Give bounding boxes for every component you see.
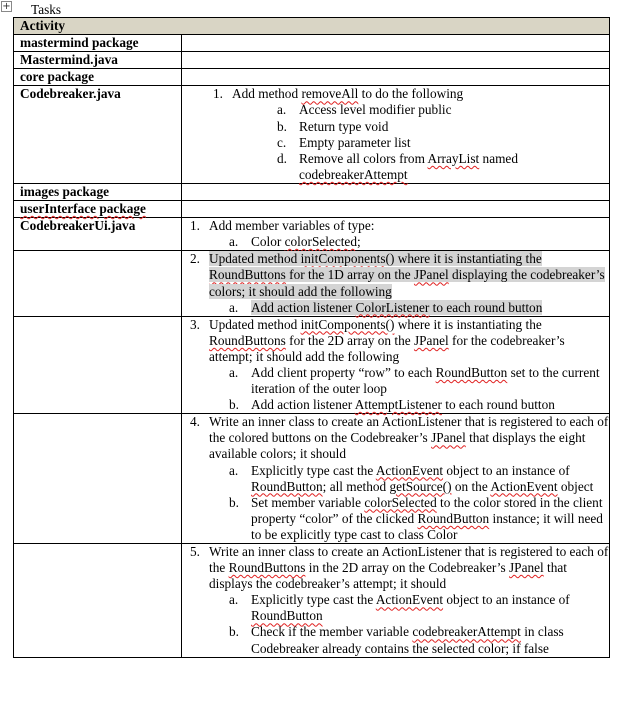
row-tasks-empty — [182, 183, 610, 200]
task-item: 5. Write an inner class to create an ActionListener that is registered to each of the RoundButtons in the 2D array on the Codebreaker’s JPanel that displays the codebreaker’s attempt; it should a. Explicitly type cast the ActionEvent object to an instance of RoundButton b. Check if the member variable codebreakerAttempt in class Codebreaker already contains the selected color; if false — [190, 544, 609, 656]
subtask-item: a. Add client property “row” to each RoundButton set to the current iteration of the outer loop — [229, 364, 600, 397]
row-tasks — [182, 218, 610, 251]
subtask-item: d. Remove all colors from ArrayList named codebreakerAttempt — [277, 150, 518, 182]
table-row — [14, 544, 610, 658]
row-tasks — [182, 316, 610, 414]
row-tasks-empty — [182, 201, 610, 218]
table-row — [14, 86, 610, 184]
subtask-item: a. Add action listener ColorListener to each round button — [229, 299, 543, 315]
row-tasks — [182, 544, 610, 658]
row-name-empty — [14, 251, 182, 316]
subtask-item: a. Access level modifier public — [277, 102, 452, 118]
subtask-item: a. Explicitly type cast the ActionEvent object to an instance of RoundButton; all method getSource() on the ActionEvent object — [229, 462, 594, 494]
subtask-item: c. Empty parameter list — [277, 134, 411, 150]
table-move-handle-icon[interactable]: + — [2, 1, 11, 12]
subtask-item: b. Set member variable colorSelected to the color stored in the client property “color” of the clicked RoundButton instance; it will need to be explicitly type cast to class Color — [229, 494, 603, 542]
table-row — [14, 218, 610, 251]
row-name-empty — [14, 316, 182, 414]
row-tasks-empty — [182, 52, 610, 69]
subtask-item: a. Explicitly type cast the ActionEvent object to an instance of RoundButton — [229, 592, 570, 624]
table-row — [14, 52, 610, 69]
subtask-item: b. Add action listener AttemptListener to each round button — [229, 397, 555, 413]
document-title: Tasks — [31, 2, 62, 17]
row-name-codebreakerui-java: CodebreakerUi.java — [14, 218, 182, 251]
subtask-item: b. Check if the member variable codebreakerAttempt in class Codebreaker already contains the selected color; if false — [229, 624, 564, 656]
table-row — [14, 251, 610, 316]
task-item: 3. Updated method initComponents() where it is instantiating the RoundButtons for the 2D array on the JPanel for the codebreaker’s attempt; it should add the following a. Add client property “row” to each RoundButton set to the current iteration of the outer loop b. Add action listener AttemptListener to each round button — [188, 317, 609, 414]
row-name-mastermind-java: Mastermind.java — [14, 52, 182, 69]
tasks-table — [13, 17, 610, 658]
table-row — [14, 316, 610, 414]
row-name-userinterface-package: userInterface package — [14, 201, 182, 218]
task-item: 1. Add method removeAll to do the following a. Access level modifier public b. Return type void c. Empty parameter list d. Remove all colors from ArrayList named codebreakerAttempt — [211, 86, 609, 183]
row-tasks-empty — [182, 35, 610, 52]
table-row — [14, 183, 610, 200]
task-item: 1. Add member variables of type: a. Color colorSelected; — [188, 218, 609, 250]
row-name-mastermind-package: mastermind package — [14, 35, 182, 52]
table-row — [14, 35, 610, 52]
row-name-empty — [14, 544, 182, 658]
table-row — [14, 414, 610, 544]
subtask-item: a. Color colorSelected; — [229, 234, 361, 250]
task-item: 4. Write an inner class to create an ActionListener that is registered to each of the colored buttons on the Codebreaker’s JPanel that displays the eight available colors; it should a. Explicitly type cast the ActionEvent object to an instance of RoundButton; all method getSource() on the ActionEvent object b. Set member variable colorSelected to the color stored in the client property “color” of the clicked RoundButton instance; it will need to be explicitly type cast to class Color — [190, 414, 609, 542]
activity-header: Activity — [14, 18, 610, 35]
row-tasks — [182, 414, 610, 544]
task-item: 2. Updated method initComponents() where it is instantiating the RoundButtons for the 1D array on the JPanel displaying the codebreaker’s colors; it should add the following a. Add action listener ColorListener to each round button — [188, 251, 609, 315]
row-name-images-package: images package — [14, 183, 182, 200]
row-tasks — [182, 251, 610, 316]
table-header-row — [14, 18, 610, 35]
row-name-empty — [14, 414, 182, 544]
row-tasks-empty — [182, 69, 610, 86]
row-name-core-package: core package — [14, 69, 182, 86]
subtask-item: b. Return type void — [277, 118, 389, 134]
row-tasks — [182, 86, 610, 184]
table-row — [14, 69, 610, 86]
table-row — [14, 201, 610, 218]
row-name-codebreaker-java: Codebreaker.java — [14, 86, 182, 184]
